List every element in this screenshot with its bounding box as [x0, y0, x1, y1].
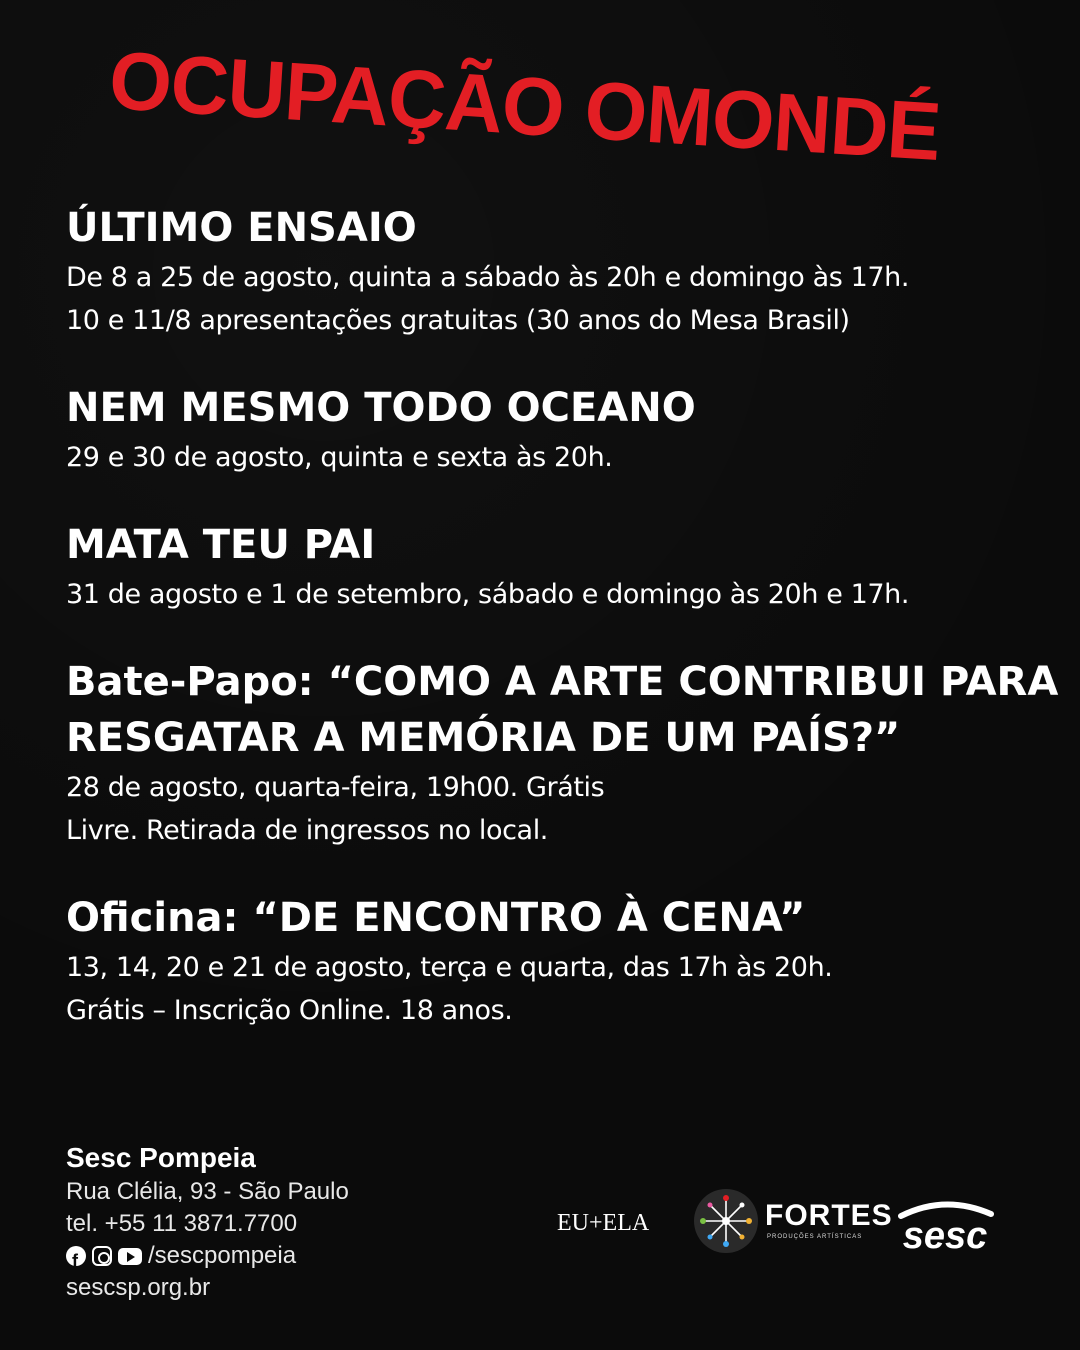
event-detail: 29 e 30 de agosto, quinta e sexta às 20h. [66, 442, 613, 473]
event-detail: 13, 14, 20 e 21 de agosto, terça e quarta, das 17h às 20h. [66, 952, 833, 983]
event-heading: Oficina: “DE ENCONTRO À CENA” [66, 895, 806, 941]
instagram-icon [92, 1246, 112, 1266]
venue-phone: tel. +55 11 3871.7700 [66, 1210, 298, 1237]
event-mata-teu-pai [66, 517, 1046, 616]
event-heading: NEM MESMO TODO OCEANO [66, 385, 696, 431]
event-oficina [66, 890, 1046, 1032]
sesc-logo-text: sesc [902, 1215, 988, 1252]
fortes-logo-icon [693, 1188, 759, 1254]
facebook-icon [66, 1246, 86, 1266]
sponsor-logos [555, 1188, 1015, 1260]
venue-footer [66, 1140, 566, 1304]
event-heading: ÚLTIMO ENSAIO [66, 205, 417, 251]
event-detail: Livre. Retirada de ingressos no local. [66, 815, 548, 846]
venue-address: Rua Clélia, 93 - São Paulo [66, 1178, 349, 1205]
fortes-logo-subtitle: PRODUÇÕES ARTÍSTICAS [767, 1234, 863, 1240]
website-link: sescsp.org.br [66, 1274, 211, 1301]
event-heading: Bate-Papo: “COMO A ARTE CONTRIBUI PARA [66, 659, 1059, 705]
event-detail: 28 de agosto, quarta-feira, 19h00. Grátis [66, 772, 605, 803]
event-ultimo-ensaio [66, 200, 1046, 342]
venue-name: Sesc Pompeia [66, 1142, 256, 1173]
event-title: OCUPAÇÃO OMONDÉ [106, 35, 943, 179]
event-detail: De 8 a 25 de agosto, quinta a sábado às 20h e domingo às 17h. [66, 262, 910, 293]
sesc-logo [891, 1196, 999, 1252]
event-detail: 10 e 11/8 apresentações gratuitas (30 anos do Mesa Brasil) [66, 305, 850, 336]
social-row [66, 1240, 566, 1272]
social-handle: /sescpompeia [148, 1242, 297, 1269]
event-detail: 31 de agosto e 1 de setembro, sábado e domingo às 20h e 17h. [66, 579, 910, 610]
euela-logo: EU+ELA [557, 1210, 650, 1236]
event-list [66, 200, 1059, 1070]
fortes-logo-text: FORTES [765, 1199, 893, 1232]
event-nem-mesmo-todo-oceano [66, 380, 1046, 479]
event-detail: Grátis – Inscrição Online. 18 anos. [66, 995, 513, 1026]
event-heading: RESGATAR A MEMÓRIA DE UM PAÍS?” [66, 715, 901, 761]
event-bate-papo [66, 654, 1059, 852]
event-heading: MATA TEU PAI [66, 522, 376, 568]
youtube-icon [118, 1248, 142, 1265]
